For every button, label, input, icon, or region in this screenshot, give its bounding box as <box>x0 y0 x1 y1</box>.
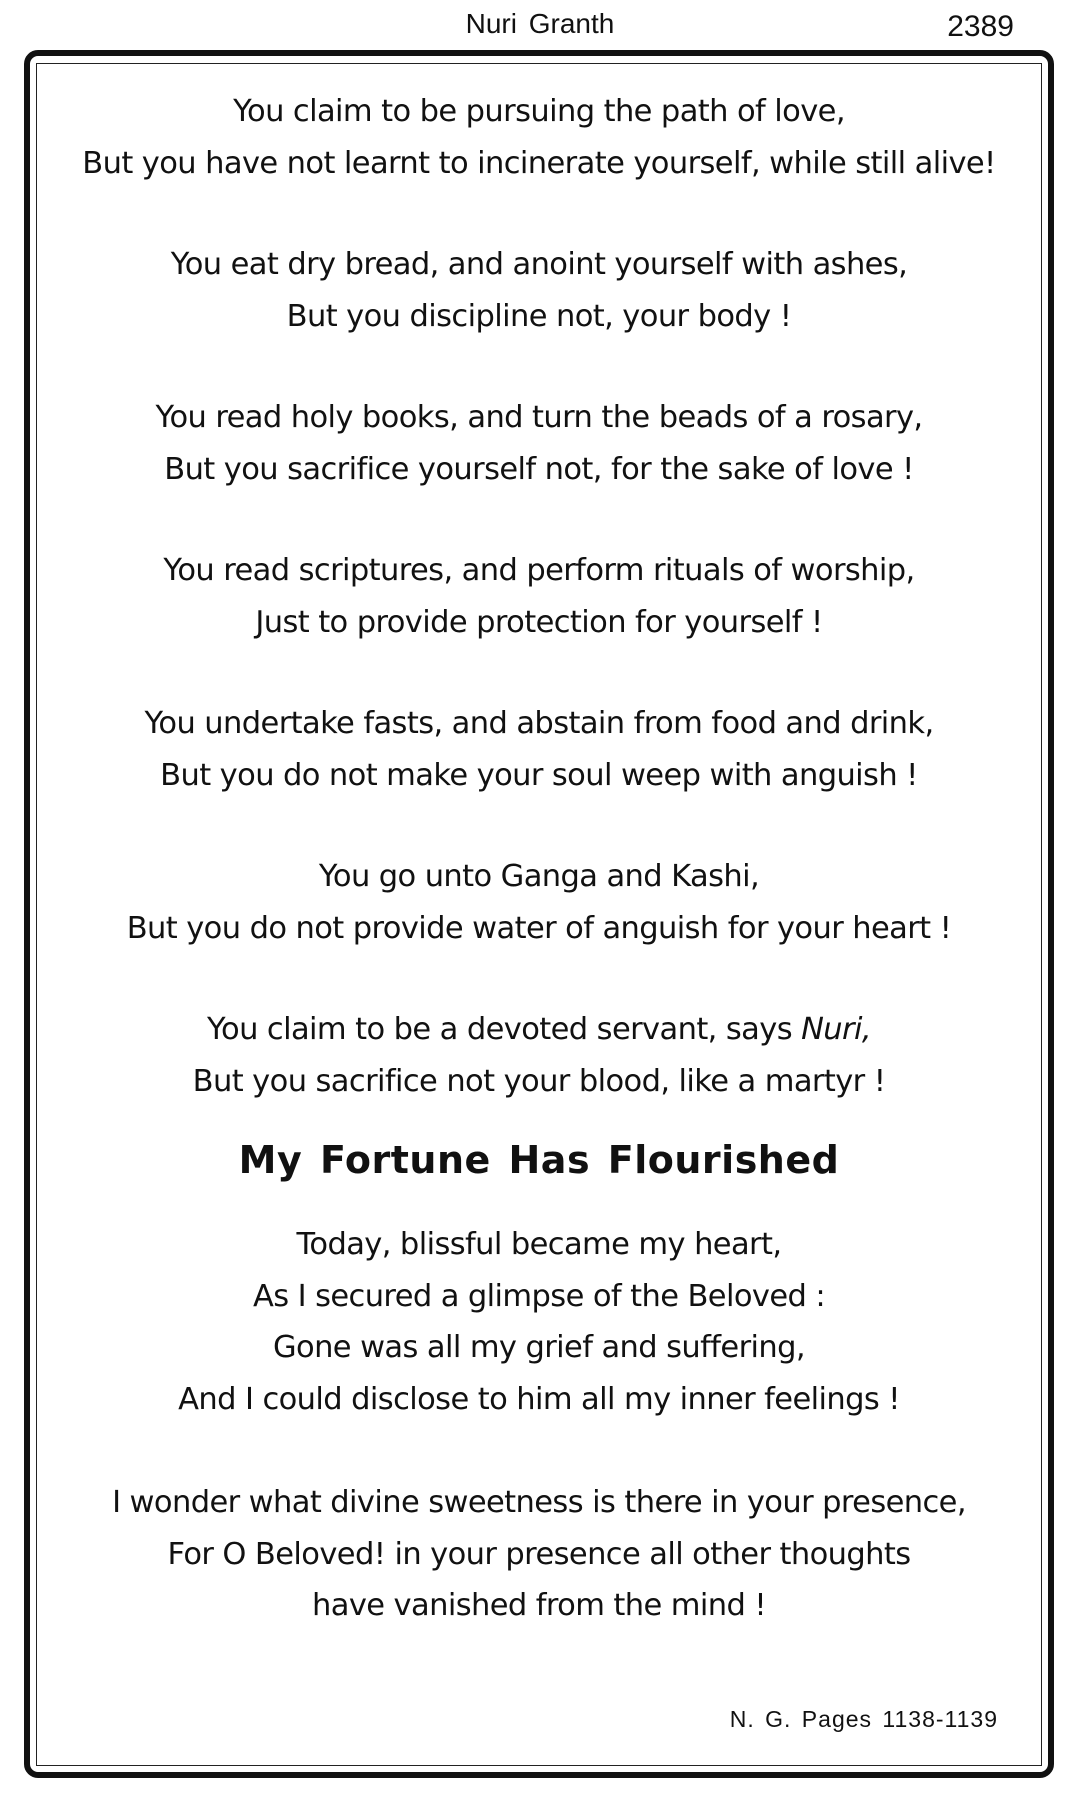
verse-line: Just to provide protection for yourself ! <box>255 604 823 640</box>
running-head <box>0 8 1080 48</box>
poem-content <box>36 86 1042 1684</box>
stanza <box>36 545 1042 648</box>
verse-line: But you sacrifice not your blood, like a martyr ! <box>192 1063 886 1099</box>
verse-line: But you have not learnt to incinerate yourself, while still alive! <box>82 145 996 181</box>
stanza <box>36 851 1042 954</box>
stanza <box>36 392 1042 495</box>
page-reference: N. G. Pages 1138-1139 <box>729 1706 998 1732</box>
verse-line: But you do not provide water of anguish for your heart ! <box>126 910 952 946</box>
stanza <box>36 1477 1042 1632</box>
verse-line: have vanished from the mind ! <box>312 1588 766 1623</box>
stanza <box>36 1004 1042 1107</box>
verse-line: You read scriptures, and perform rituals of worship, <box>163 553 915 588</box>
verse-line: And I could disclose to him all my inner feelings ! <box>178 1381 900 1417</box>
verse-line: You go unto Ganga and Kashi, <box>318 859 760 894</box>
verse-line: You undertake fasts, and abstain from food and drink, <box>144 706 934 741</box>
verse-line: For O Beloved! in your presence all other thoughts <box>167 1536 911 1572</box>
stanza <box>36 698 1042 801</box>
verse-line: As I secured a glimpse of the Beloved : <box>252 1278 826 1314</box>
verse-line: I wonder what divine sweetness is there in your presence, <box>112 1485 966 1520</box>
verse-line: But you discipline not, your body ! <box>286 298 792 334</box>
verse-line: You read holy books, and turn the beads of a rosary, <box>155 400 923 435</box>
verse-line: You claim to be pursuing the path of love, <box>233 94 845 129</box>
stanza <box>36 239 1042 342</box>
book-title: Nuri Granth <box>465 8 615 39</box>
verse-line: But you sacrifice yourself not, for the sake of love ! <box>164 451 914 487</box>
verse-line: You eat dry bread, and anoint yourself with ashes, <box>170 247 908 282</box>
verse-line: Today, blissful became my heart, <box>296 1227 782 1262</box>
verse-line: Gone was all my grief and suffering, <box>272 1330 805 1365</box>
verse-line: But you do not make your soul weep with anguish ! <box>160 757 918 793</box>
stanza <box>36 86 1042 189</box>
verse-line-signature <box>36 1004 1042 1056</box>
verse-line-text: You claim to be a devoted servant, says <box>207 1012 802 1047</box>
poem-title: My Fortune Has Flourished <box>238 1138 840 1182</box>
stanza <box>36 1219 1042 1425</box>
page-number: 2389 <box>947 10 1014 43</box>
poet-name: Nuri, <box>801 1012 871 1047</box>
